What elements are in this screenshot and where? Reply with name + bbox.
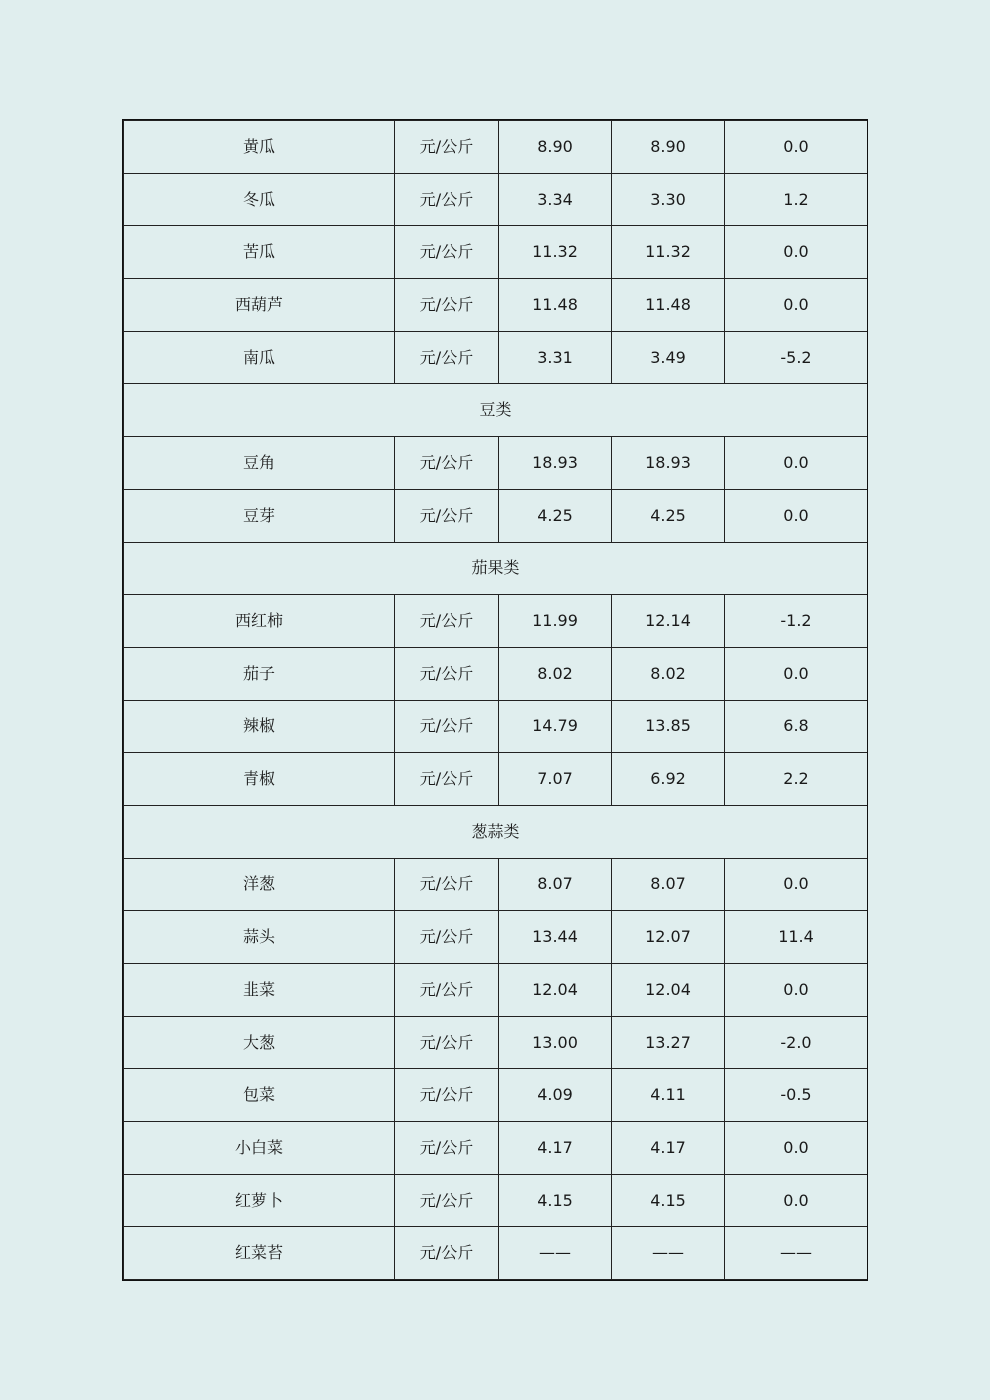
- previous-price-cell: 12.04: [612, 964, 725, 1017]
- current-price-cell: 13.00: [499, 1016, 612, 1069]
- previous-price-cell: 11.32: [612, 226, 725, 279]
- unit-cell: 元/公斤: [395, 437, 499, 490]
- current-price-cell: 11.48: [499, 279, 612, 332]
- item-name-cell: 西葫芦: [124, 279, 395, 332]
- item-name-cell: 豆角: [124, 437, 395, 490]
- table-row: [124, 1122, 868, 1175]
- table-row: [124, 1069, 868, 1122]
- category-label: 豆类: [124, 384, 868, 437]
- item-name-cell: 豆芽: [124, 489, 395, 542]
- table-row: [124, 489, 868, 542]
- current-price-cell: 8.90: [499, 121, 612, 174]
- table-row: [124, 1016, 868, 1069]
- item-name-cell: 洋葱: [124, 858, 395, 911]
- previous-price-cell: 4.25: [612, 489, 725, 542]
- category-label: 葱蒜类: [124, 805, 868, 858]
- item-name-cell: 苦瓜: [124, 226, 395, 279]
- price-table: [123, 120, 868, 1280]
- item-name-cell: 冬瓜: [124, 173, 395, 226]
- previous-price-cell: ——: [612, 1227, 725, 1280]
- unit-cell: 元/公斤: [395, 700, 499, 753]
- previous-price-cell: 18.93: [612, 437, 725, 490]
- change-percent-cell: ——: [725, 1227, 868, 1280]
- item-name-cell: 西红柿: [124, 595, 395, 648]
- table-row: [124, 173, 868, 226]
- change-percent-cell: 0.0: [725, 279, 868, 332]
- unit-cell: 元/公斤: [395, 173, 499, 226]
- table-row: [124, 437, 868, 490]
- previous-price-cell: 13.85: [612, 700, 725, 753]
- table-row: [124, 279, 868, 332]
- previous-price-cell: 3.30: [612, 173, 725, 226]
- item-name-cell: 大葱: [124, 1016, 395, 1069]
- current-price-cell: 7.07: [499, 753, 612, 806]
- unit-cell: 元/公斤: [395, 489, 499, 542]
- current-price-cell: 13.44: [499, 911, 612, 964]
- current-price-cell: 11.32: [499, 226, 612, 279]
- table-row: [124, 964, 868, 1017]
- unit-cell: 元/公斤: [395, 964, 499, 1017]
- current-price-cell: 4.15: [499, 1174, 612, 1227]
- change-percent-cell: 1.2: [725, 173, 868, 226]
- current-price-cell: 8.07: [499, 858, 612, 911]
- table-row: [124, 595, 868, 648]
- current-price-cell: 12.04: [499, 964, 612, 1017]
- table-row: [124, 1174, 868, 1227]
- item-name-cell: 茄子: [124, 647, 395, 700]
- change-percent-cell: 11.4: [725, 911, 868, 964]
- item-name-cell: 青椒: [124, 753, 395, 806]
- unit-cell: 元/公斤: [395, 1227, 499, 1280]
- current-price-cell: 4.09: [499, 1069, 612, 1122]
- table-row: [124, 331, 868, 384]
- item-name-cell: 小白菜: [124, 1122, 395, 1175]
- change-percent-cell: -2.0: [725, 1016, 868, 1069]
- current-price-cell: 18.93: [499, 437, 612, 490]
- unit-cell: 元/公斤: [395, 226, 499, 279]
- unit-cell: 元/公斤: [395, 121, 499, 174]
- previous-price-cell: 4.15: [612, 1174, 725, 1227]
- change-percent-cell: -1.2: [725, 595, 868, 648]
- unit-cell: 元/公斤: [395, 911, 499, 964]
- previous-price-cell: 6.92: [612, 753, 725, 806]
- category-row: [124, 384, 868, 437]
- table-row: [124, 753, 868, 806]
- change-percent-cell: 0.0: [725, 858, 868, 911]
- unit-cell: 元/公斤: [395, 1016, 499, 1069]
- current-price-cell: 3.31: [499, 331, 612, 384]
- previous-price-cell: 11.48: [612, 279, 725, 332]
- table-row: [124, 226, 868, 279]
- change-percent-cell: 2.2: [725, 753, 868, 806]
- unit-cell: 元/公斤: [395, 595, 499, 648]
- category-row: [124, 805, 868, 858]
- unit-cell: 元/公斤: [395, 1122, 499, 1175]
- change-percent-cell: 0.0: [725, 647, 868, 700]
- change-percent-cell: 0.0: [725, 437, 868, 490]
- change-percent-cell: 0.0: [725, 489, 868, 542]
- current-price-cell: 4.17: [499, 1122, 612, 1175]
- table-body: [124, 121, 868, 1280]
- unit-cell: 元/公斤: [395, 753, 499, 806]
- current-price-cell: 14.79: [499, 700, 612, 753]
- category-label: 茄果类: [124, 542, 868, 595]
- previous-price-cell: 8.02: [612, 647, 725, 700]
- table-row: [124, 858, 868, 911]
- item-name-cell: 韭菜: [124, 964, 395, 1017]
- current-price-cell: 11.99: [499, 595, 612, 648]
- item-name-cell: 辣椒: [124, 700, 395, 753]
- previous-price-cell: 8.90: [612, 121, 725, 174]
- unit-cell: 元/公斤: [395, 331, 499, 384]
- change-percent-cell: 6.8: [725, 700, 868, 753]
- item-name-cell: 红萝卜: [124, 1174, 395, 1227]
- previous-price-cell: 3.49: [612, 331, 725, 384]
- change-percent-cell: 0.0: [725, 1122, 868, 1175]
- change-percent-cell: -5.2: [725, 331, 868, 384]
- change-percent-cell: 0.0: [725, 1174, 868, 1227]
- item-name-cell: 南瓜: [124, 331, 395, 384]
- table-row: [124, 647, 868, 700]
- previous-price-cell: 12.07: [612, 911, 725, 964]
- unit-cell: 元/公斤: [395, 647, 499, 700]
- current-price-cell: ——: [499, 1227, 612, 1280]
- previous-price-cell: 4.17: [612, 1122, 725, 1175]
- previous-price-cell: 12.14: [612, 595, 725, 648]
- unit-cell: 元/公斤: [395, 1174, 499, 1227]
- table-row: [124, 911, 868, 964]
- unit-cell: 元/公斤: [395, 279, 499, 332]
- change-percent-cell: 0.0: [725, 121, 868, 174]
- current-price-cell: 8.02: [499, 647, 612, 700]
- item-name-cell: 红菜苔: [124, 1227, 395, 1280]
- current-price-cell: 3.34: [499, 173, 612, 226]
- previous-price-cell: 13.27: [612, 1016, 725, 1069]
- unit-cell: 元/公斤: [395, 1069, 499, 1122]
- change-percent-cell: 0.0: [725, 964, 868, 1017]
- previous-price-cell: 8.07: [612, 858, 725, 911]
- change-percent-cell: -0.5: [725, 1069, 868, 1122]
- item-name-cell: 黄瓜: [124, 121, 395, 174]
- change-percent-cell: 0.0: [725, 226, 868, 279]
- previous-price-cell: 4.11: [612, 1069, 725, 1122]
- item-name-cell: 包菜: [124, 1069, 395, 1122]
- category-row: [124, 542, 868, 595]
- table-row: [124, 700, 868, 753]
- table-row: [124, 121, 868, 174]
- item-name-cell: 蒜头: [124, 911, 395, 964]
- current-price-cell: 4.25: [499, 489, 612, 542]
- unit-cell: 元/公斤: [395, 858, 499, 911]
- table-row: [124, 1227, 868, 1280]
